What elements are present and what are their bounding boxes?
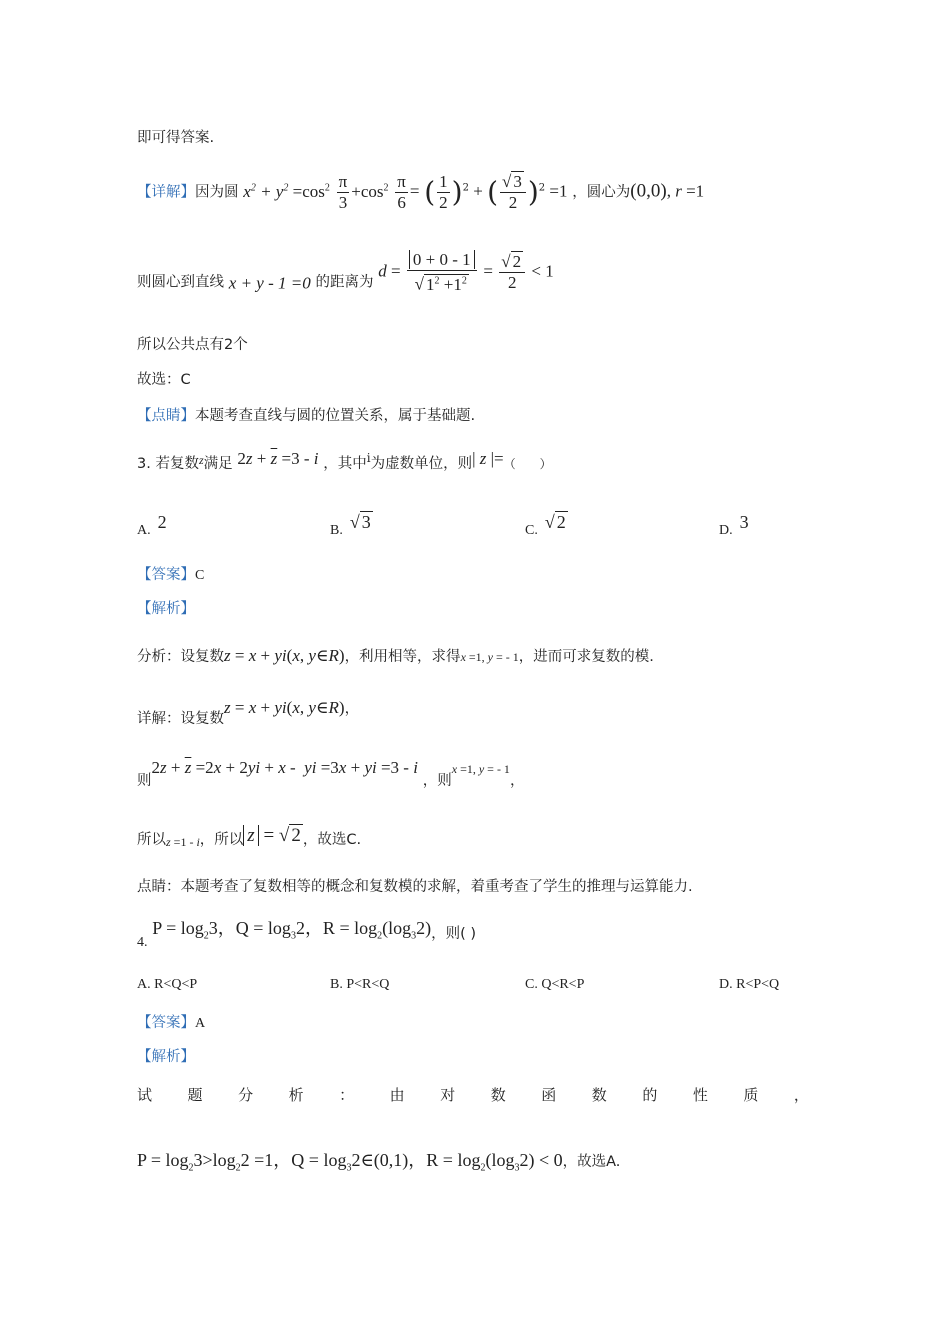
distance-line: 则圆心到直线 x + y - 1 =0 的距离为 d = $\frac{0 + 0 - 1}{√ 1^2 +1^2}$ = $\frac{√ 2}{2}$ < 1 (137, 250, 554, 294)
option-d[interactable]: D. 3 (719, 512, 749, 538)
question-3: 3. 若复数$^z$满足 $2z + \overline{z} =3 - i$ ，其中$^i$为虚数单位，则| z |=（ ） (137, 449, 552, 472)
formula-circle: $x^2 + y^2$ (243, 181, 289, 201)
analysis-line-1: 分析：设复数z = x + yi(x, y∈R)，利用相等，求得x =1, y = - 1，进而可求复数的模. (137, 646, 654, 665)
answer-line: 【答案】C (137, 567, 205, 583)
analysis-line-3: 则$2z + \overline{z} =2x + 2yi + x$ - yi =3x + yi =3 - i ，则x =1, y = - 1， (137, 758, 525, 789)
comment-line: 点睛：本题考查了复数相等的概念和复数模的求解，着重考查了学生的推理与运算能力. (137, 879, 693, 895)
option-a[interactable]: A. 2 (137, 512, 167, 538)
option-b[interactable]: B. P<R<Q (330, 977, 390, 992)
text-line: 故选：C (137, 372, 191, 388)
comment-tag: 【点睛】 (137, 408, 195, 424)
option-d[interactable]: D. R<P<Q (719, 977, 780, 992)
option-c[interactable]: C. √ 2 (525, 512, 566, 538)
spread-line: 试 题 分 析 ： 由 对 数 函 数 的 性 质 ， (137, 1086, 809, 1104)
option-a[interactable]: A. R<Q<P (137, 977, 198, 992)
comment-line: 【点睛】本题考查直线与圆的位置关系，属于基础题. (137, 408, 476, 424)
question-4: 4. $P = \log_23$，$Q = \log_32$，$R = \log_2(\log_32)$，则( ) (137, 918, 477, 950)
answer-line: 【答案】A (137, 1015, 206, 1031)
option-c[interactable]: C. Q<R<P (525, 977, 585, 992)
final-line: $P = \log_23>\log_22 =1$，$Q = \log_32\in(0,1)$，$R = \log_2(\log_32) < 0$，故选A. (137, 1150, 621, 1174)
analysis-line-2: 详解：设复数z = x + yi(x, y∈R)， (137, 698, 360, 727)
detail-tag: 【详解】 (137, 184, 195, 201)
analysis-tag: 【解析】 (137, 1049, 195, 1065)
analysis-line-4: 所以z =1 - i，所以 z = √ 2 ，故选C. (137, 825, 362, 849)
analysis-tag: 【解析】 (137, 601, 195, 617)
option-b[interactable]: B. √ 3 (330, 512, 371, 538)
text-line: 所以公共点有2个 (137, 337, 248, 353)
text-line: 即可得答案. (137, 130, 215, 146)
detail-line: 【详解】因为圆 $x^2 + y^2 =\cos^2$ $\frac{\pi}{3}$ $+\cos^2$ $\frac{\pi}{6}$ = ( $\frac{1}{2}$ )$^2$ + ( $\frac{√ 3}{2}$ )$^2$ =1 ，圆心为(0,0), r =1 (137, 172, 705, 212)
